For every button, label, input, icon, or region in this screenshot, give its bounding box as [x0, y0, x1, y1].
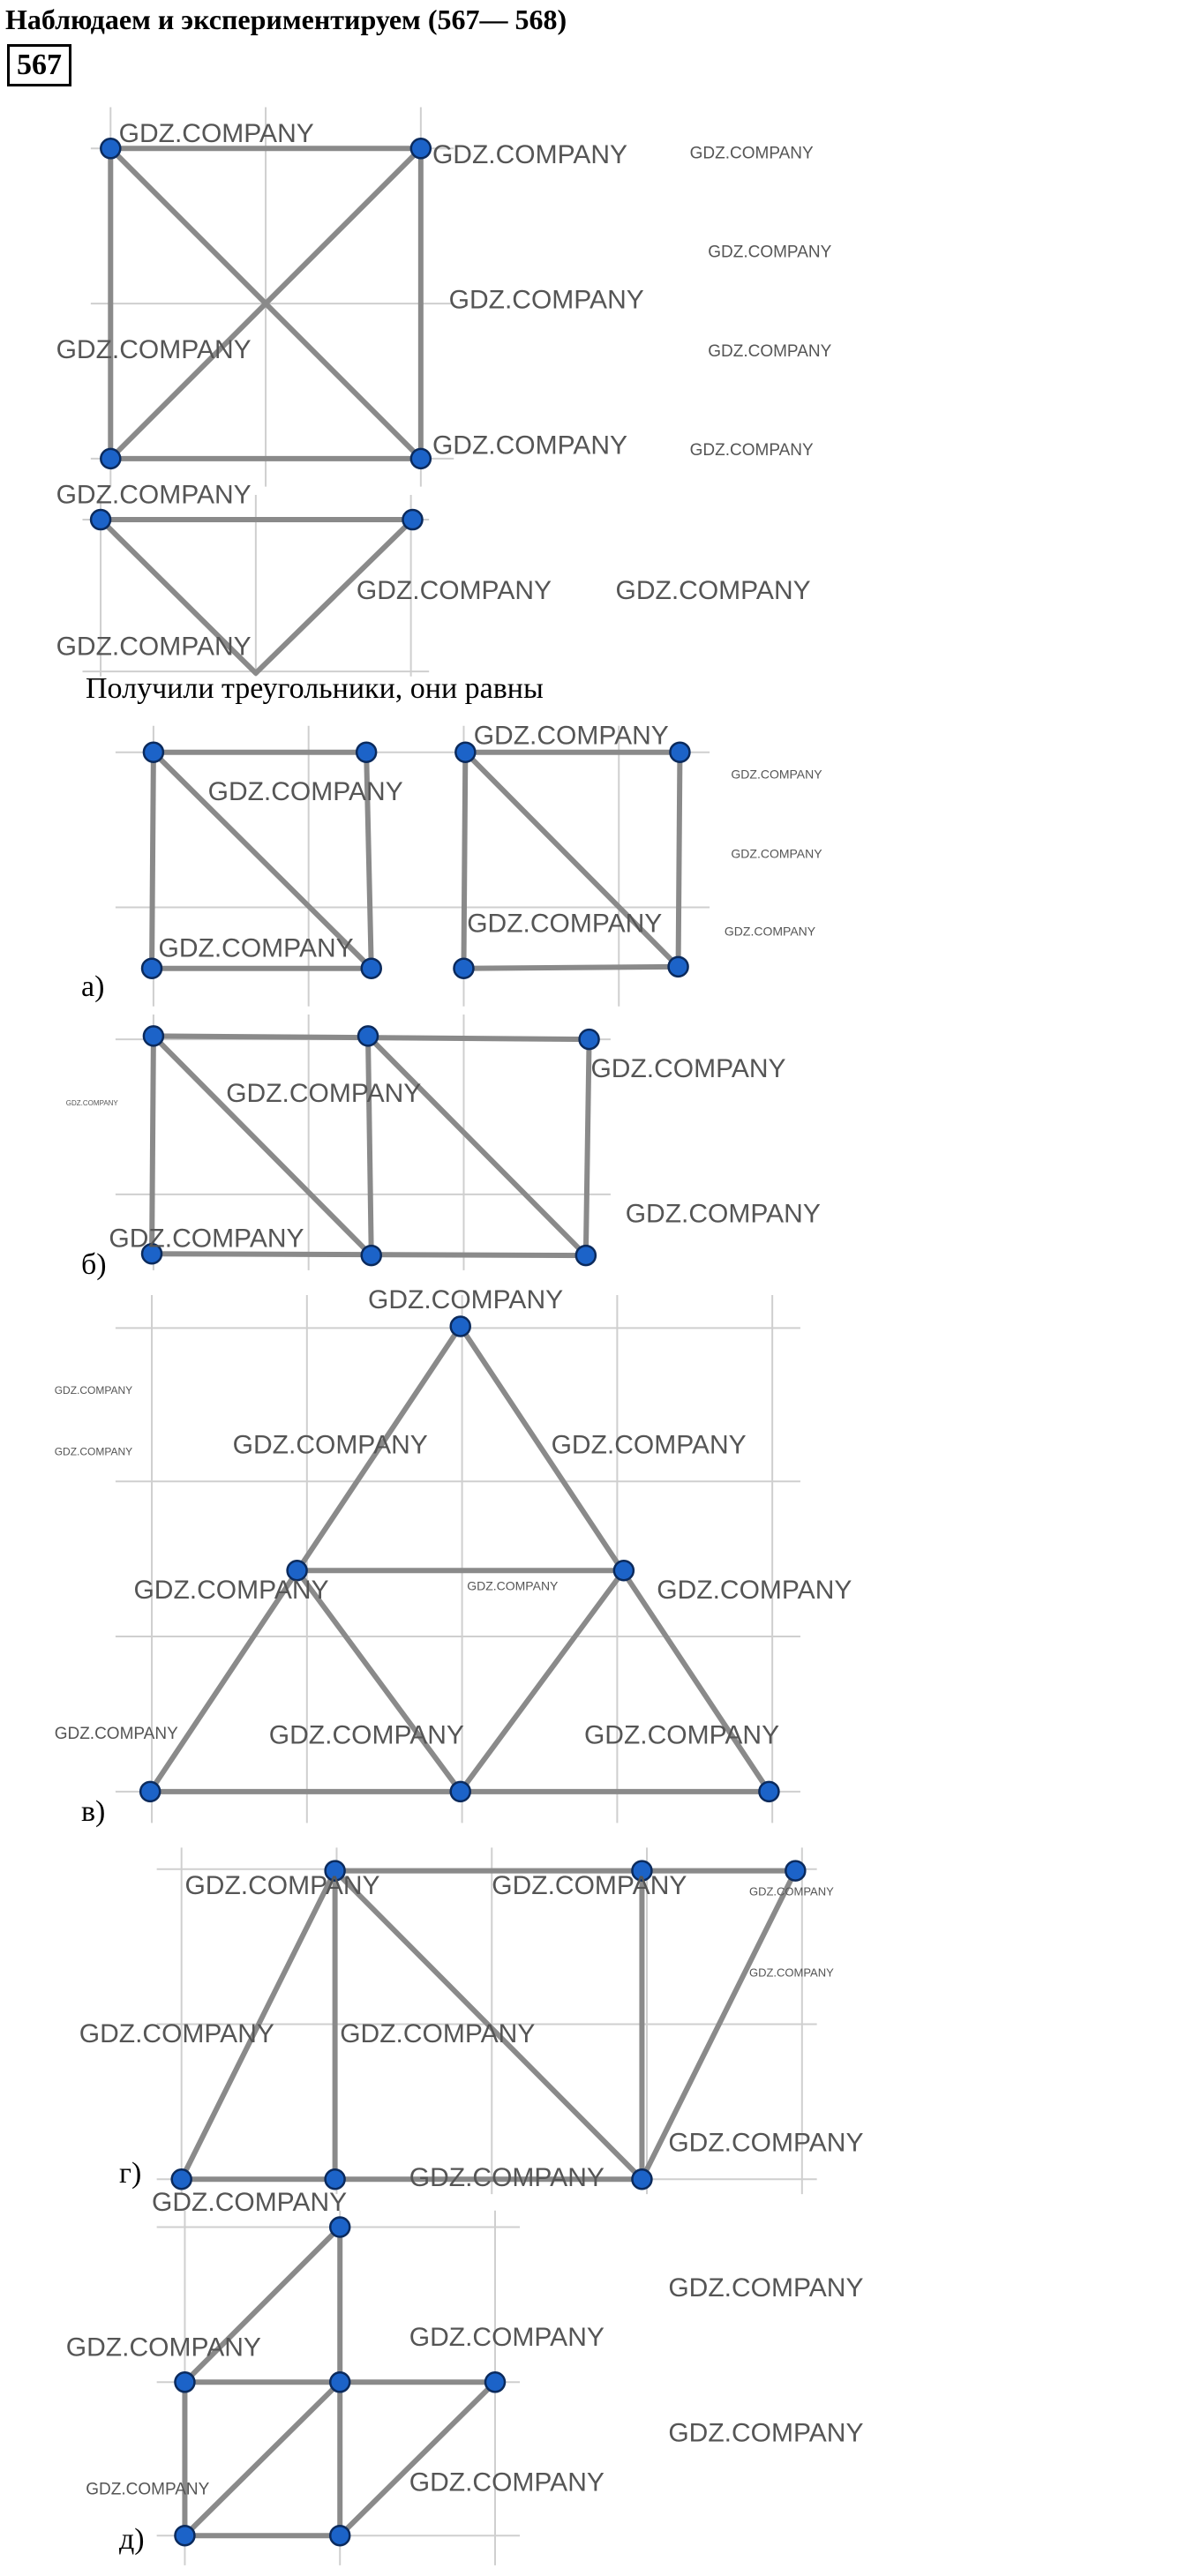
watermark: GDZ.COMPANY — [668, 2128, 864, 2158]
point — [330, 2526, 349, 2545]
point — [144, 743, 163, 762]
point — [454, 959, 473, 978]
segment — [463, 753, 465, 969]
point — [330, 2218, 349, 2237]
watermark: GDZ.COMPANY — [268, 1720, 464, 1750]
watermark: GDZ.COMPANY — [448, 285, 644, 315]
watermark: GDZ.COMPANY — [65, 1098, 118, 1107]
segment — [368, 1036, 586, 1255]
watermark: GDZ.COMPANY — [689, 144, 814, 163]
point — [451, 1316, 470, 1336]
watermark: GDZ.COMPANY — [207, 776, 403, 806]
watermark: GDZ.COMPANY — [467, 909, 663, 939]
watermark: GDZ.COMPANY — [79, 2019, 274, 2049]
watermark: GDZ.COMPANY — [54, 1445, 133, 1458]
point — [330, 2372, 349, 2392]
watermark: GDZ.COMPANY — [118, 118, 314, 148]
point — [485, 2372, 505, 2392]
watermark: GDZ.COMPANY — [152, 2187, 348, 2217]
segment — [340, 2382, 495, 2535]
label-a: а) — [81, 970, 105, 1003]
watermark: GDZ.COMPANY — [56, 480, 252, 510]
point — [403, 510, 423, 529]
point — [362, 1246, 381, 1265]
point — [326, 2169, 345, 2189]
watermark: GDZ.COMPANY — [748, 1966, 834, 1980]
watermark: GDZ.COMPANY — [54, 1384, 133, 1397]
watermark: GDZ.COMPANY — [86, 2480, 210, 2499]
watermark: GDZ.COMPANY — [748, 1884, 834, 1898]
segment — [152, 753, 154, 969]
watermark: GDZ.COMPANY — [668, 2418, 864, 2448]
watermark: GDZ.COMPANY — [409, 2467, 605, 2497]
point — [785, 1861, 805, 1881]
watermark: GDZ.COMPANY — [492, 1870, 687, 1900]
watermark: GDZ.COMPANY — [184, 1870, 380, 1900]
point — [759, 1782, 778, 1801]
point — [669, 957, 688, 977]
watermark: GDZ.COMPANY — [583, 1720, 780, 1750]
point — [580, 1030, 599, 1049]
segment — [152, 1036, 154, 1254]
point — [175, 2526, 194, 2545]
watermark: GDZ.COMPANY — [56, 334, 252, 364]
segment — [463, 967, 678, 969]
watermark: GDZ.COMPANY — [708, 341, 832, 361]
watermark: GDZ.COMPANY — [731, 767, 822, 782]
point — [140, 1782, 160, 1801]
segment — [184, 2382, 340, 2535]
watermark: GDZ.COMPANY — [409, 2323, 605, 2353]
segment — [679, 753, 680, 967]
point — [632, 2169, 651, 2189]
point — [455, 743, 475, 762]
point — [91, 510, 110, 529]
watermark: GDZ.COMPANY — [109, 1224, 304, 1254]
segment — [461, 1570, 624, 1792]
label-v: в) — [81, 1795, 106, 1828]
watermark: GDZ.COMPANY — [467, 1578, 559, 1593]
label-g: г) — [119, 2157, 142, 2190]
watermark: GDZ.COMPANY — [689, 441, 814, 461]
point — [451, 1782, 470, 1801]
watermark: GDZ.COMPANY — [615, 575, 811, 605]
watermark: GDZ.COMPANY — [340, 2019, 536, 2049]
watermark: GDZ.COMPANY — [625, 1199, 821, 1229]
point — [614, 1561, 634, 1580]
exercise-number: 567 — [7, 44, 71, 86]
point — [175, 2372, 194, 2392]
segment — [154, 1036, 372, 1255]
segment — [368, 1036, 372, 1255]
watermark: GDZ.COMPANY — [409, 2162, 605, 2192]
point — [101, 139, 120, 158]
watermark: GDZ.COMPANY — [657, 1576, 852, 1606]
segment — [586, 1039, 590, 1255]
point — [357, 743, 376, 762]
point — [172, 2169, 191, 2189]
watermark: GDZ.COMPANY — [65, 2333, 261, 2363]
point — [411, 449, 431, 468]
watermark: GDZ.COMPANY — [432, 140, 628, 170]
watermark: GDZ.COMPANY — [432, 431, 628, 461]
point — [101, 449, 120, 468]
watermark: GDZ.COMPANY — [56, 632, 252, 662]
point — [358, 1026, 378, 1045]
page-title: Наблюдаем и экспериментируем (567— 568) — [5, 4, 567, 35]
watermark: GDZ.COMPANY — [668, 2273, 864, 2303]
point — [576, 1246, 596, 1265]
watermark: GDZ.COMPANY — [551, 1430, 747, 1460]
conclusion-text: Получили треугольники, они равны — [86, 672, 544, 705]
watermark: GDZ.COMPANY — [133, 1576, 329, 1606]
watermark: GDZ.COMPANY — [226, 1079, 422, 1109]
watermark: GDZ.COMPANY — [158, 933, 354, 963]
point — [670, 743, 689, 762]
watermark: GDZ.COMPANY — [731, 846, 822, 861]
label-b: б) — [81, 1248, 107, 1281]
watermark: GDZ.COMPANY — [368, 1284, 564, 1314]
point — [144, 1026, 163, 1045]
watermark: GDZ.COMPANY — [473, 721, 669, 751]
watermark: GDZ.COMPANY — [708, 243, 832, 262]
point — [411, 139, 431, 158]
label-d: д) — [119, 2523, 145, 2556]
watermark: GDZ.COMPANY — [356, 575, 552, 605]
watermark: GDZ.COMPANY — [724, 924, 816, 939]
watermark: GDZ.COMPANY — [54, 1724, 178, 1743]
point — [362, 959, 381, 978]
watermark-layer — [55, 119, 864, 2499]
watermark: GDZ.COMPANY — [590, 1054, 786, 1084]
watermark: GDZ.COMPANY — [232, 1430, 428, 1460]
